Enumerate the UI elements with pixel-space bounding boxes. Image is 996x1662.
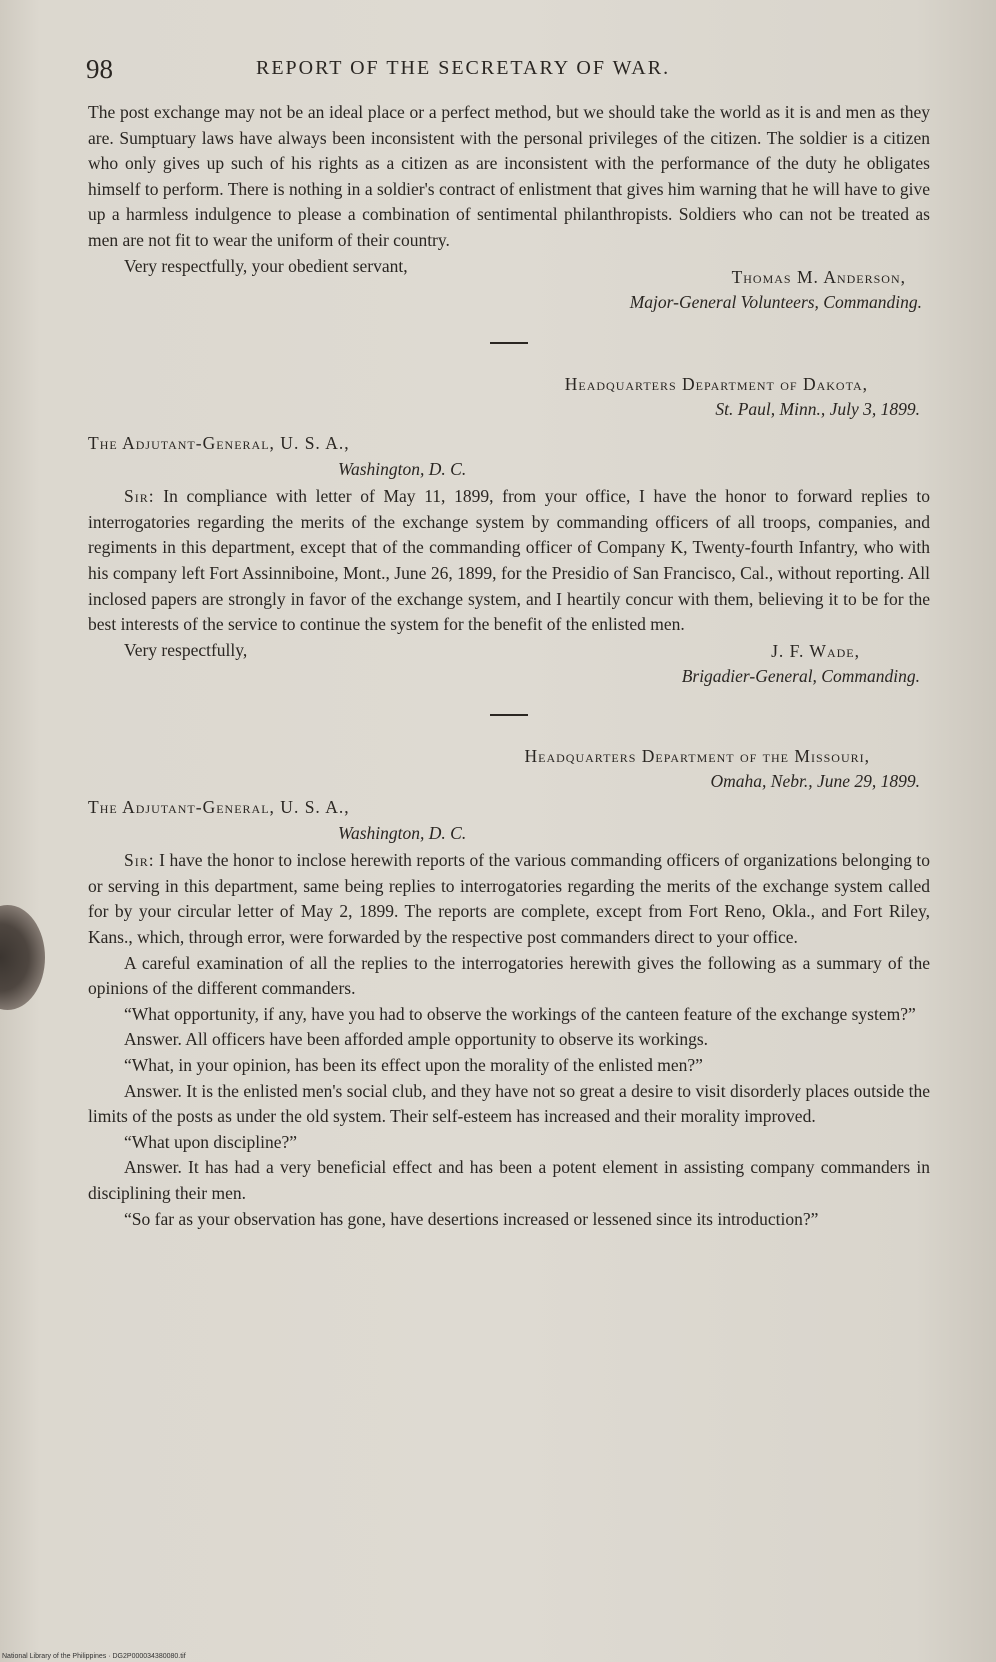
letter1-closing xyxy=(88,254,930,279)
letter3-addressee-city: Washington, D. C. xyxy=(338,822,467,843)
letter3-text-1: I have the honor to inclose herewith reports of the various commanding officers of organizations belonging to or serving in this department, same being replies to interrogatories regarding the merits of the exchange system called for by your circular letter of May 2, 1899. The reports are complete, except from Fort Reno, Okla., and Fort Riley, Kans., which, through error, were forwarded by the respective post commanders direct to your office. xyxy=(88,850,930,948)
letter3-addressee xyxy=(88,795,930,821)
letter2-hq: Headquarters Department of Dakota, xyxy=(564,373,868,394)
letter1-signer-name: Thomas M. Anderson, xyxy=(731,266,906,287)
letter3-paragraph-2: A careful examination of all the replies to the interrogatories herewith gives the following as a summary of the opinions of the different commanders. xyxy=(88,952,930,999)
letter2-addressee-text: The Adjutant-General, U. S. A., xyxy=(88,432,350,453)
letter3-salutation: Sir: xyxy=(124,850,155,871)
letter1-paragraph: The post exchange may not be an ideal place or a perfect method, but we should take the world as it is and men as they are. Sumptuary laws have always been inconsistent with the personal privileges of the citizen. The soldier is a citizen who only gives up such of his rights as a citizen as are inconsistent with the performance of the duty he obligates himself to perform. There is nothing in a soldier's contract of enlistment that gives him warning that he will have to give up a harmless indulgence to please a combination of sentimental philanthropists. Soldiers who can not be treated as men are not fit to wear the uniform of their country. xyxy=(88,102,930,250)
question-2: “What, in your opinion, has been its effect upon the morality of the enlisted men?” xyxy=(124,1055,703,1075)
letter3-addressee-text: The Adjutant-General, U. S. A., xyxy=(88,797,350,818)
page-header xyxy=(86,54,926,88)
letter1-closing-text: Very respectfully, your obedient servant, xyxy=(124,255,408,276)
letter3-place-date: Omaha, Nebr., June 29, 1899. xyxy=(710,771,920,792)
question-4: “So far as your observation has gone, have desertions increased or lessened since its introduction?” xyxy=(124,1208,819,1229)
question-3: “What upon discipline?” xyxy=(124,1131,297,1152)
letter1-signer-title: Major-General Volunteers, Commanding. xyxy=(629,292,922,313)
letter2-closing: Very respectfully, xyxy=(124,639,248,660)
letter2-paragraph xyxy=(88,484,930,638)
letter2-signer-title: Brigadier-General, Commanding. xyxy=(681,666,920,687)
letter2-text: In compliance with letter of May 11, 1899, from your office, I have the honor to forward replies to interrogatories regarding the merits of the exchange system by commanding officers of all troops, companies, and regiments in this department, except that of the commanding officer of Company K, Twenty-fourth Infantry, who with his company left Fort Assinniboine, Mont., June 26, 1899, for the Presidio of San Francisco, Cal., without reporting. All inclosed papers are strongly in favor of the exchange system, and I heartily concur with them, believing it to be for the best interests of the service to continue the system for the benefit of the enlisted men. xyxy=(88,486,931,635)
letter2-addressee xyxy=(88,431,930,457)
question-1: “What opportunity, if any, have you had to observe the workings of the canteen feature of the exchange system?” xyxy=(124,1003,916,1024)
letter2-salutation: Sir: xyxy=(124,486,155,507)
answer-1: Answer. All officers have been afforded ample opportunity to observe its workings. xyxy=(124,1029,709,1050)
page-number: 98 xyxy=(86,54,113,84)
page-body xyxy=(88,100,930,1232)
scanner-thumb-shadow xyxy=(0,905,45,1010)
scan-footer: National Library of the Philippines · DG2P000034380080.tif xyxy=(2,1653,186,1660)
letter2-addressee-city: Washington, D. C. xyxy=(338,458,467,479)
letter2-signer-name: J. F. Wade, xyxy=(771,640,860,661)
answer-3: Answer. It has had a very beneficial effect and has been a potent element in assisting company commanders in disciplining their men. xyxy=(88,1157,930,1203)
letter2-place-date: St. Paul, Minn., July 3, 1899. xyxy=(715,399,920,420)
letter3-paragraph-1 xyxy=(88,848,930,950)
running-title: REPORT OF THE SECRETARY OF WAR. xyxy=(256,57,671,79)
letter3-hq: Headquarters Department of the Missouri, xyxy=(524,745,870,766)
answer-2: Answer. It is the enlisted men's social club, and they have not so great a desire to visit disorderly places outside the limits of the posts as under the old system. Their self-esteem has increased and their morality improved. xyxy=(88,1080,930,1127)
